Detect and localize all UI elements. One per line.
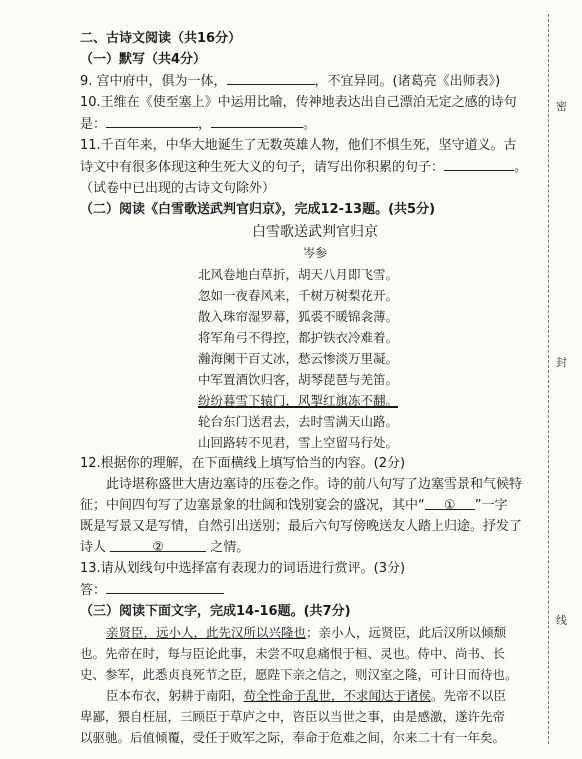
q11-text: 诗文中有很多体现这种生死大义的句子，请写出你积累的句子：: [80, 160, 445, 175]
passage-line: [80, 622, 550, 643]
q12-text-d: 之情。: [210, 540, 250, 555]
q12-answer-blank-1[interactable]: [425, 495, 475, 513]
part2-title: （二）阅读《白雪歌送武判官归京》，完成12-13题。(共5分): [80, 202, 436, 217]
q12-blank-2-marker: ②: [152, 540, 164, 555]
question-13-line1: 13.请从划线句中选择富有表现力的词语进行赏评。(3分): [80, 561, 406, 576]
poem-line: 中军置酒饮归客，胡琴琵琶与羌笛。: [198, 372, 399, 387]
binding-margin-line: [548, 14, 550, 744]
passage-line: 史、参军，此悉贞良死节之臣，愿陛下亲之信之，则汉室之隆，可计日而待也。: [80, 667, 518, 682]
question-10-line2: [80, 113, 550, 135]
q10-answer-blank-2[interactable]: [211, 113, 303, 128]
classical-passage: [80, 622, 550, 748]
q10-answer-blank-1[interactable]: [106, 113, 198, 128]
question-13-answer: [80, 579, 550, 601]
poem-line: 瀚海阑干百丈冰，愁云惨淡万里凝。: [198, 351, 399, 366]
part1-title: （一）默写（共4分）: [80, 52, 207, 67]
q12-text-a: 征；中间四句写了边塞景象的壮阔和饯别宴会的盛况，其中“: [80, 498, 425, 513]
q11-end: 。: [514, 160, 528, 175]
passage-text: 。先帝不以臣: [431, 688, 507, 703]
q9-prefix: 9. 宫中府中，俱为一体，: [80, 74, 227, 89]
question-10-line1: 10.王维在《使至塞上》中运用比喻，传神地表达出自己漂泊无定之感的诗句: [80, 95, 517, 110]
q10-end: 。: [303, 117, 317, 132]
question-11-line3: （试卷中已出现的古诗文句除外）: [80, 181, 276, 196]
q10-sep: ，: [198, 117, 212, 132]
q9-answer-blank[interactable]: [227, 70, 315, 85]
question-12-line2: 此诗堪称盛世大唐边塞诗的压卷之作。诗的前八句写了边塞雪景和气候特: [106, 477, 523, 492]
passage-underlined-2: 苟全性命于乱世，不求闻达于诸侯: [243, 688, 432, 703]
question-12-line4: 既是写景又是写情，自然引出送别；最后六句写傍晚送友人踏上归途。抒发了: [80, 519, 523, 534]
question-12-line1: 12.根据你的理解，在下面横线上填写恰当的内容。(2分): [80, 456, 406, 471]
poem-line-underlined: 纷纷暮雪下辕门，风掣红旗冻不翻。: [198, 393, 399, 408]
question-11-line2: [80, 156, 550, 178]
poem-line: 将军角弓不得控，都护铁衣冷难着。: [198, 330, 399, 345]
q12-text-b: ”一字: [474, 498, 508, 513]
question-12-line5: [80, 537, 550, 558]
passage-text: 臣本布衣，躬耕于南阳，: [106, 688, 244, 703]
passage-line: 以驱驰。后值倾覆，受任于败军之际，奉命于危难之间，尔来二十有一年矣。: [80, 730, 506, 745]
question-11-line1: 11.千百年来，中华大地诞生了无数英雄人物，他们不惧生死，坚守道义。古: [80, 138, 517, 153]
passage-underlined-1: 亲贤臣，远小人，此先汉所以兴隆也: [106, 625, 307, 640]
q13-answer-blank[interactable]: [106, 579, 224, 594]
margin-label-top: 密: [556, 100, 567, 113]
q11-answer-blank[interactable]: [444, 156, 514, 171]
part3-title: （三）阅读下面文字，完成14-16题。(共7分): [80, 604, 351, 619]
poem-line: 散入珠帘湿罗幕，狐裘不暖锦衾薄。: [198, 309, 399, 324]
poem-line: 北风卷地白草折，胡天八月即飞雪。: [198, 267, 399, 282]
question-9: [80, 70, 550, 92]
q10-prefix: 是：: [80, 117, 107, 132]
passage-line: [80, 685, 550, 706]
section-title: 二、古诗文阅读（共16分）: [80, 31, 242, 46]
poem-title: 白雪歌送武判官归京: [252, 224, 378, 240]
poem-line: 忽如一夜春风来，千树万树梨花开。: [198, 288, 399, 303]
poem-body: [198, 264, 428, 453]
q12-blank-1-marker: ①: [443, 498, 456, 513]
passage-text: ；亲小人，远贤臣，此后汉所以倾颓: [306, 625, 507, 640]
poem-line: 山回路转不见君，雪上空留马行处。: [198, 435, 399, 450]
q12-text-c: 诗人: [80, 540, 107, 555]
poem-author: 岑参: [302, 246, 327, 260]
poem-line: 轮台东门送君去，去时雪满天山路。: [198, 414, 399, 429]
q12-answer-blank-2[interactable]: [110, 537, 206, 555]
passage-line: 也。先帝在时，每与臣论此事，未尝不叹息痛恨于桓、灵也。侍中、尚书、长: [80, 646, 506, 661]
margin-label-bottom: 线: [556, 614, 567, 627]
margin-label-middle: 封: [556, 356, 567, 369]
exam-content: [80, 28, 550, 748]
q9-suffix: ，不宜异同。(诸葛亮《出师表》): [314, 74, 501, 89]
question-12-line3: [80, 495, 550, 516]
passage-line: 卑鄙，猥自枉屈，三顾臣于草庐之中，咨臣以当世之事，由是感激，遂许先帝: [80, 709, 506, 724]
q13-answer-label: 答：: [80, 583, 107, 598]
